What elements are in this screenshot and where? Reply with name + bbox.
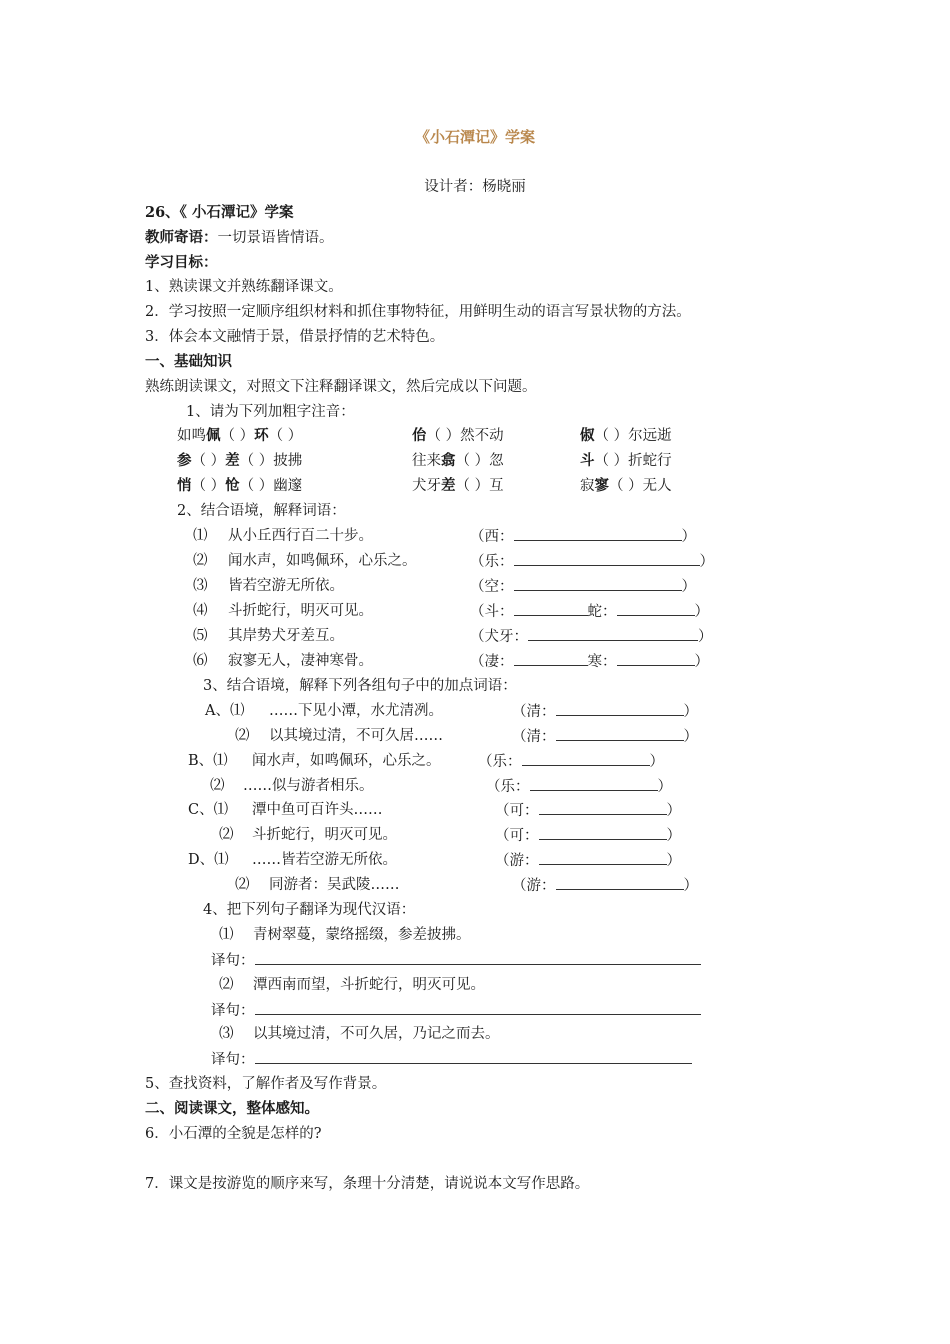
answer-blank[interactable] xyxy=(617,601,695,616)
q1-cell: 俶（ ）尔远逝 xyxy=(580,427,672,444)
answer-blank[interactable] xyxy=(556,701,684,716)
goal-item: 1、熟读课文并熟练翻译课文。 xyxy=(145,279,343,295)
answer-blank[interactable] xyxy=(530,776,658,791)
q1-cell: 犬牙差（ ）互 xyxy=(412,477,504,494)
answer-blank[interactable] xyxy=(617,651,695,666)
q6: 6．小石潭的全貌是怎样的? xyxy=(145,1126,322,1142)
q1-cell: 往来翕（ ）忽 xyxy=(412,452,504,469)
section1-intro: 熟练朗读课文，对照文下注释翻译课文，然后完成以下问题。 xyxy=(145,379,537,395)
answer-blank[interactable] xyxy=(556,875,684,890)
q3-prompt: 3、结合语境，解释下列各组句子中的加点词语： xyxy=(203,678,517,694)
designer-line: 设计者：杨晓丽 xyxy=(424,179,526,195)
q4-prompt: 4、把下列句子翻译为现代汉语： xyxy=(203,902,416,918)
section1-heading: 一、基础知识 xyxy=(145,353,232,370)
lesson-heading: 26、《 小石潭记》学案 xyxy=(145,204,294,221)
translation-blank[interactable] xyxy=(255,1000,701,1015)
section2-heading: 二、阅读课文，整体感知。 xyxy=(145,1100,319,1117)
answer-blank[interactable] xyxy=(556,726,684,741)
translation-blank[interactable] xyxy=(255,1049,692,1064)
answer-blank[interactable] xyxy=(539,800,667,815)
q1-cell: 如鸣佩（ ）环（ ） xyxy=(177,427,303,444)
answer-blank[interactable] xyxy=(514,526,682,541)
answer-blank[interactable] xyxy=(514,601,588,616)
q2-prompt: 2、结合语境，解释词语： xyxy=(177,503,346,519)
goals-heading: 学习目标： xyxy=(145,254,218,271)
goal-item: 3．体会本文融情于景，借景抒情的艺术特色。 xyxy=(145,329,445,345)
teacher-motto-text: 一切景语皆情语。 xyxy=(217,230,334,246)
teacher-motto xyxy=(145,228,334,248)
answer-blank[interactable] xyxy=(528,626,698,641)
q5: 5、查找资料，了解作者及写作背景。 xyxy=(145,1076,387,1092)
teacher-motto-label: 教师寄语： xyxy=(145,229,218,246)
q1-prompt: 1、请为下列加粗字注音： xyxy=(186,404,355,420)
translation-blank[interactable] xyxy=(255,950,701,965)
q1-cell: 参（ ）差（ ）披拂 xyxy=(177,452,303,469)
goal-item: 2．学习按照一定顺序组织材料和抓住事物特征，用鲜明生动的语言写景状物的方法。 xyxy=(145,304,691,320)
answer-blank[interactable] xyxy=(522,751,650,766)
answer-blank[interactable] xyxy=(539,825,667,840)
q7: 7．课文是按游览的顺序来写，条理十分清楚，请说说本文写作思路。 xyxy=(145,1176,590,1192)
answer-blank[interactable] xyxy=(514,576,682,591)
answer-blank[interactable] xyxy=(539,850,667,865)
answer-blank[interactable] xyxy=(514,651,588,666)
answer-blank[interactable] xyxy=(514,551,700,566)
q1-cell: 斗（ ）折蛇行 xyxy=(580,452,672,469)
q1-cell: 寂寥（ ）无人 xyxy=(580,477,672,494)
q1-cell: 悄（ ）怆（ ）幽邃 xyxy=(177,477,303,494)
page-title: 《小石潭记》学案 xyxy=(414,128,535,146)
q1-cell: 佁（ ）然不动 xyxy=(412,427,504,444)
